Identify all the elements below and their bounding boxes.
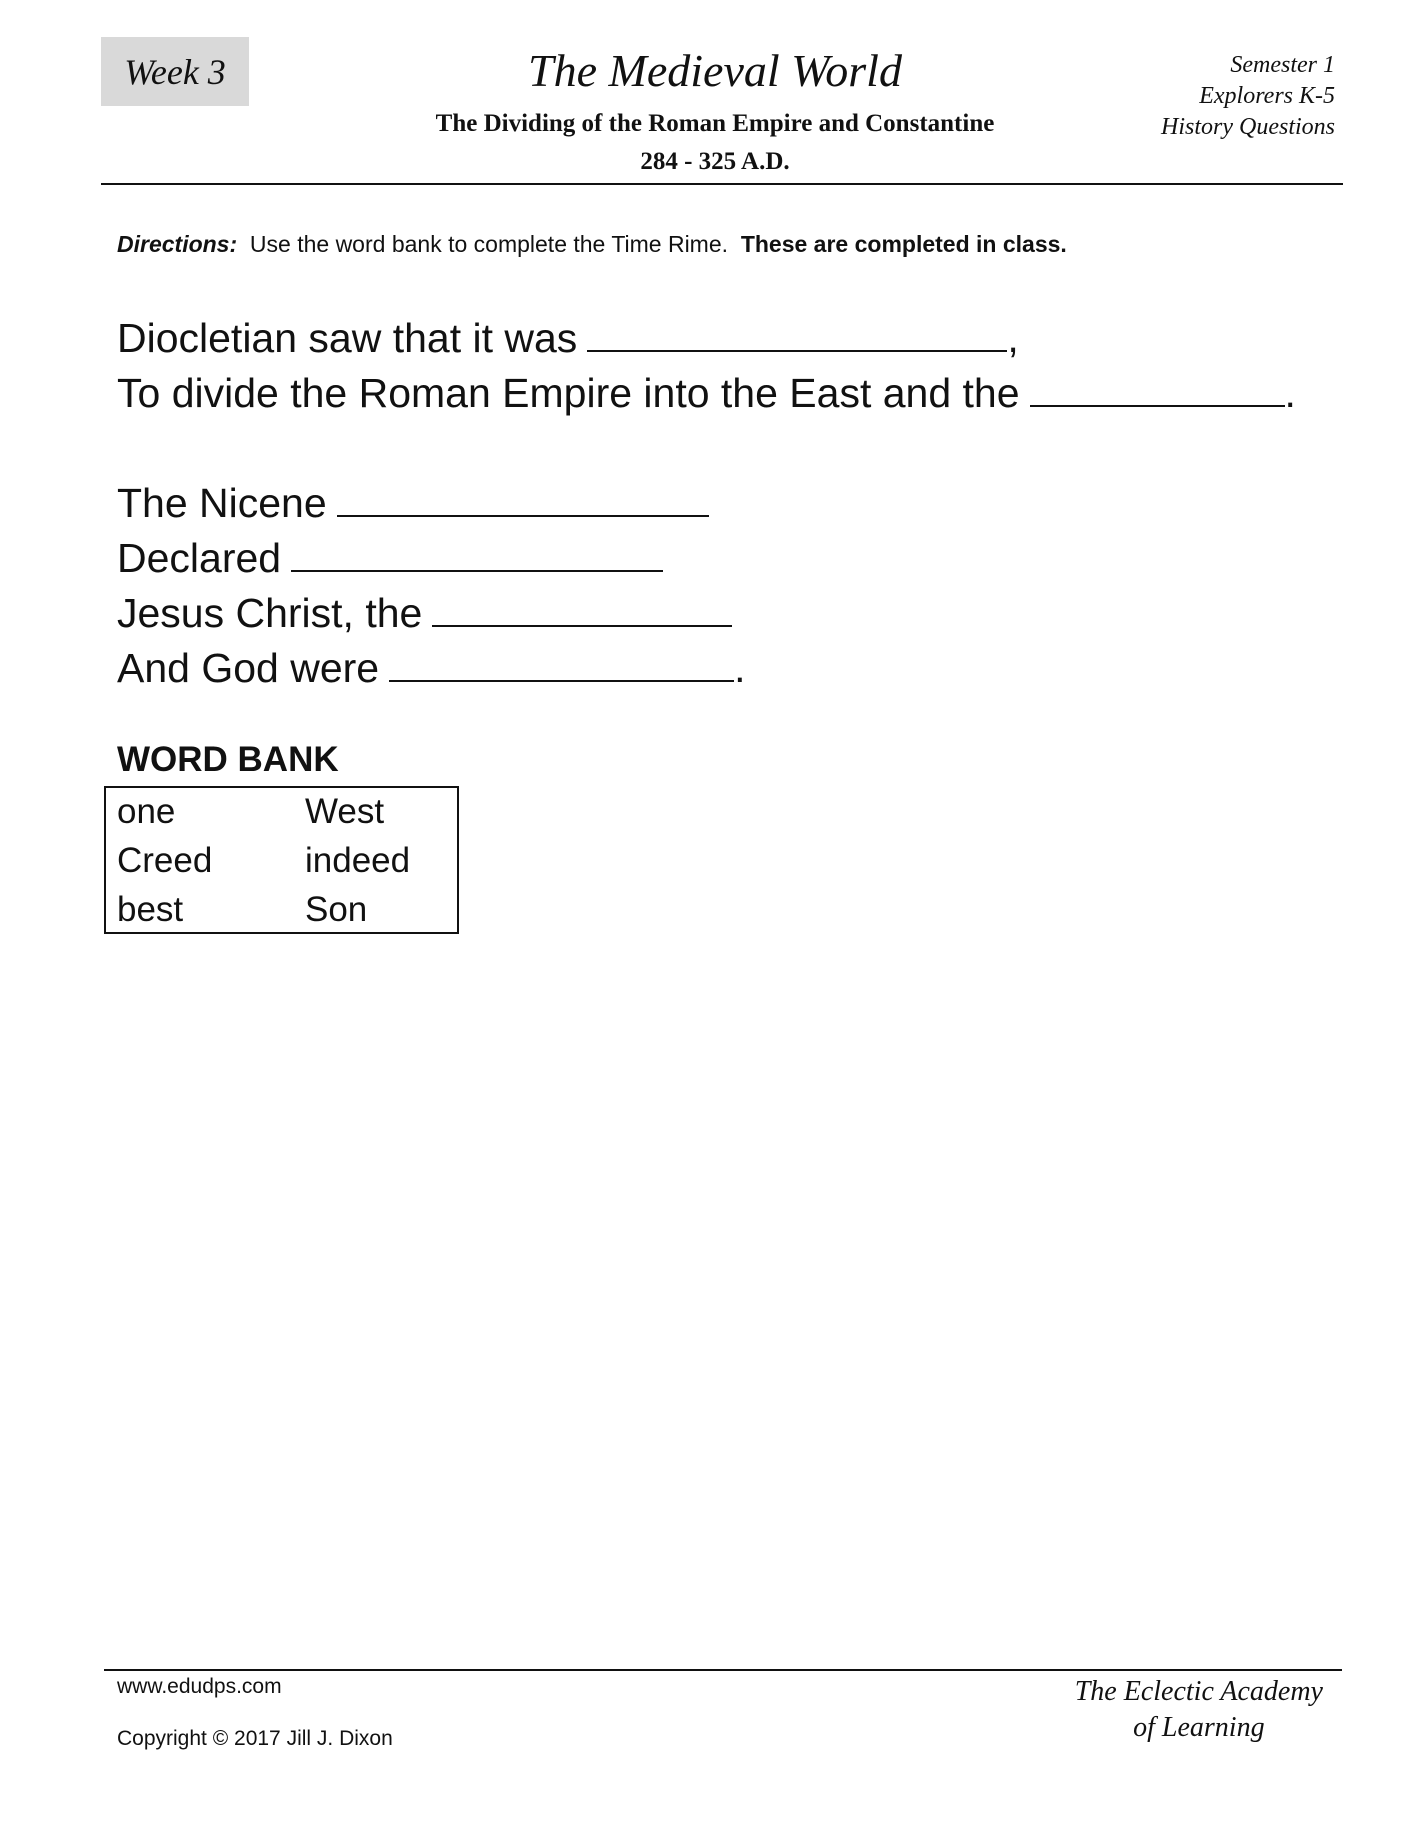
footer-copyright: Copyright © 2017 Jill J. Dixon (117, 1727, 393, 1750)
rime-line-text: The Nicene (117, 480, 327, 526)
word-bank (104, 786, 459, 934)
answer-blank[interactable] (389, 648, 734, 682)
week-badge (101, 37, 249, 106)
publisher-name (1075, 1674, 1323, 1746)
footer-divider (104, 1669, 1342, 1671)
rime-line (117, 535, 663, 581)
publisher-line: of Learning (1133, 1712, 1265, 1743)
grade-level-label: Explorers K-5 (1199, 83, 1335, 109)
worksheet-type-label: History Questions (1161, 114, 1335, 140)
rime-line-text: Diocletian saw that it was (117, 315, 578, 361)
rime-line (117, 480, 709, 526)
directions-emphasis: These are completed in class. (740, 231, 1067, 257)
rime-line (117, 645, 746, 691)
document-subtitle: The Dividing of the Roman Empire and Constantine (435, 110, 995, 137)
rime-line (117, 590, 732, 636)
rime-line-text: Declared (117, 535, 282, 581)
answer-blank[interactable] (432, 593, 732, 627)
answer-blank[interactable] (587, 318, 1007, 352)
answer-blank[interactable] (337, 483, 709, 517)
rime-line-text: To divide the Roman Empire into the East and the (117, 370, 1020, 416)
rime-line-text: Jesus Christ, the (117, 590, 423, 636)
week-label: Week 3 (124, 52, 226, 92)
semester-label: Semester 1 (1230, 52, 1335, 78)
word-bank-item: West (305, 792, 385, 831)
header-divider (101, 183, 1343, 185)
directions-label: Directions: (117, 231, 238, 257)
footer-url: www.edudps.com (117, 1675, 282, 1698)
word-bank-item: Creed (117, 841, 213, 880)
rime-line-end: , (1007, 315, 1019, 361)
document-title: The Medieval World (528, 45, 902, 96)
word-bank-item: indeed (305, 841, 411, 880)
directions (117, 231, 1067, 258)
rime-line (117, 370, 1296, 416)
word-bank-item: one (117, 792, 176, 831)
rime-line (117, 315, 1019, 361)
rime-line-text: And God were (117, 645, 380, 691)
answer-blank[interactable] (1030, 373, 1285, 407)
rime-line-end: . (1284, 370, 1296, 416)
course-info (1161, 50, 1335, 143)
directions-text: Use the word bank to complete the Time Rime. (249, 231, 729, 257)
word-bank-item: best (117, 890, 184, 929)
word-bank-heading: WORD BANK (117, 740, 339, 779)
publisher-line: The Eclectic Academy (1074, 1676, 1323, 1707)
document-dates: 284 - 325 A.D. (640, 148, 790, 175)
word-bank-item: Son (305, 890, 368, 929)
rime-line-end: . (734, 645, 746, 691)
answer-blank[interactable] (291, 538, 663, 572)
